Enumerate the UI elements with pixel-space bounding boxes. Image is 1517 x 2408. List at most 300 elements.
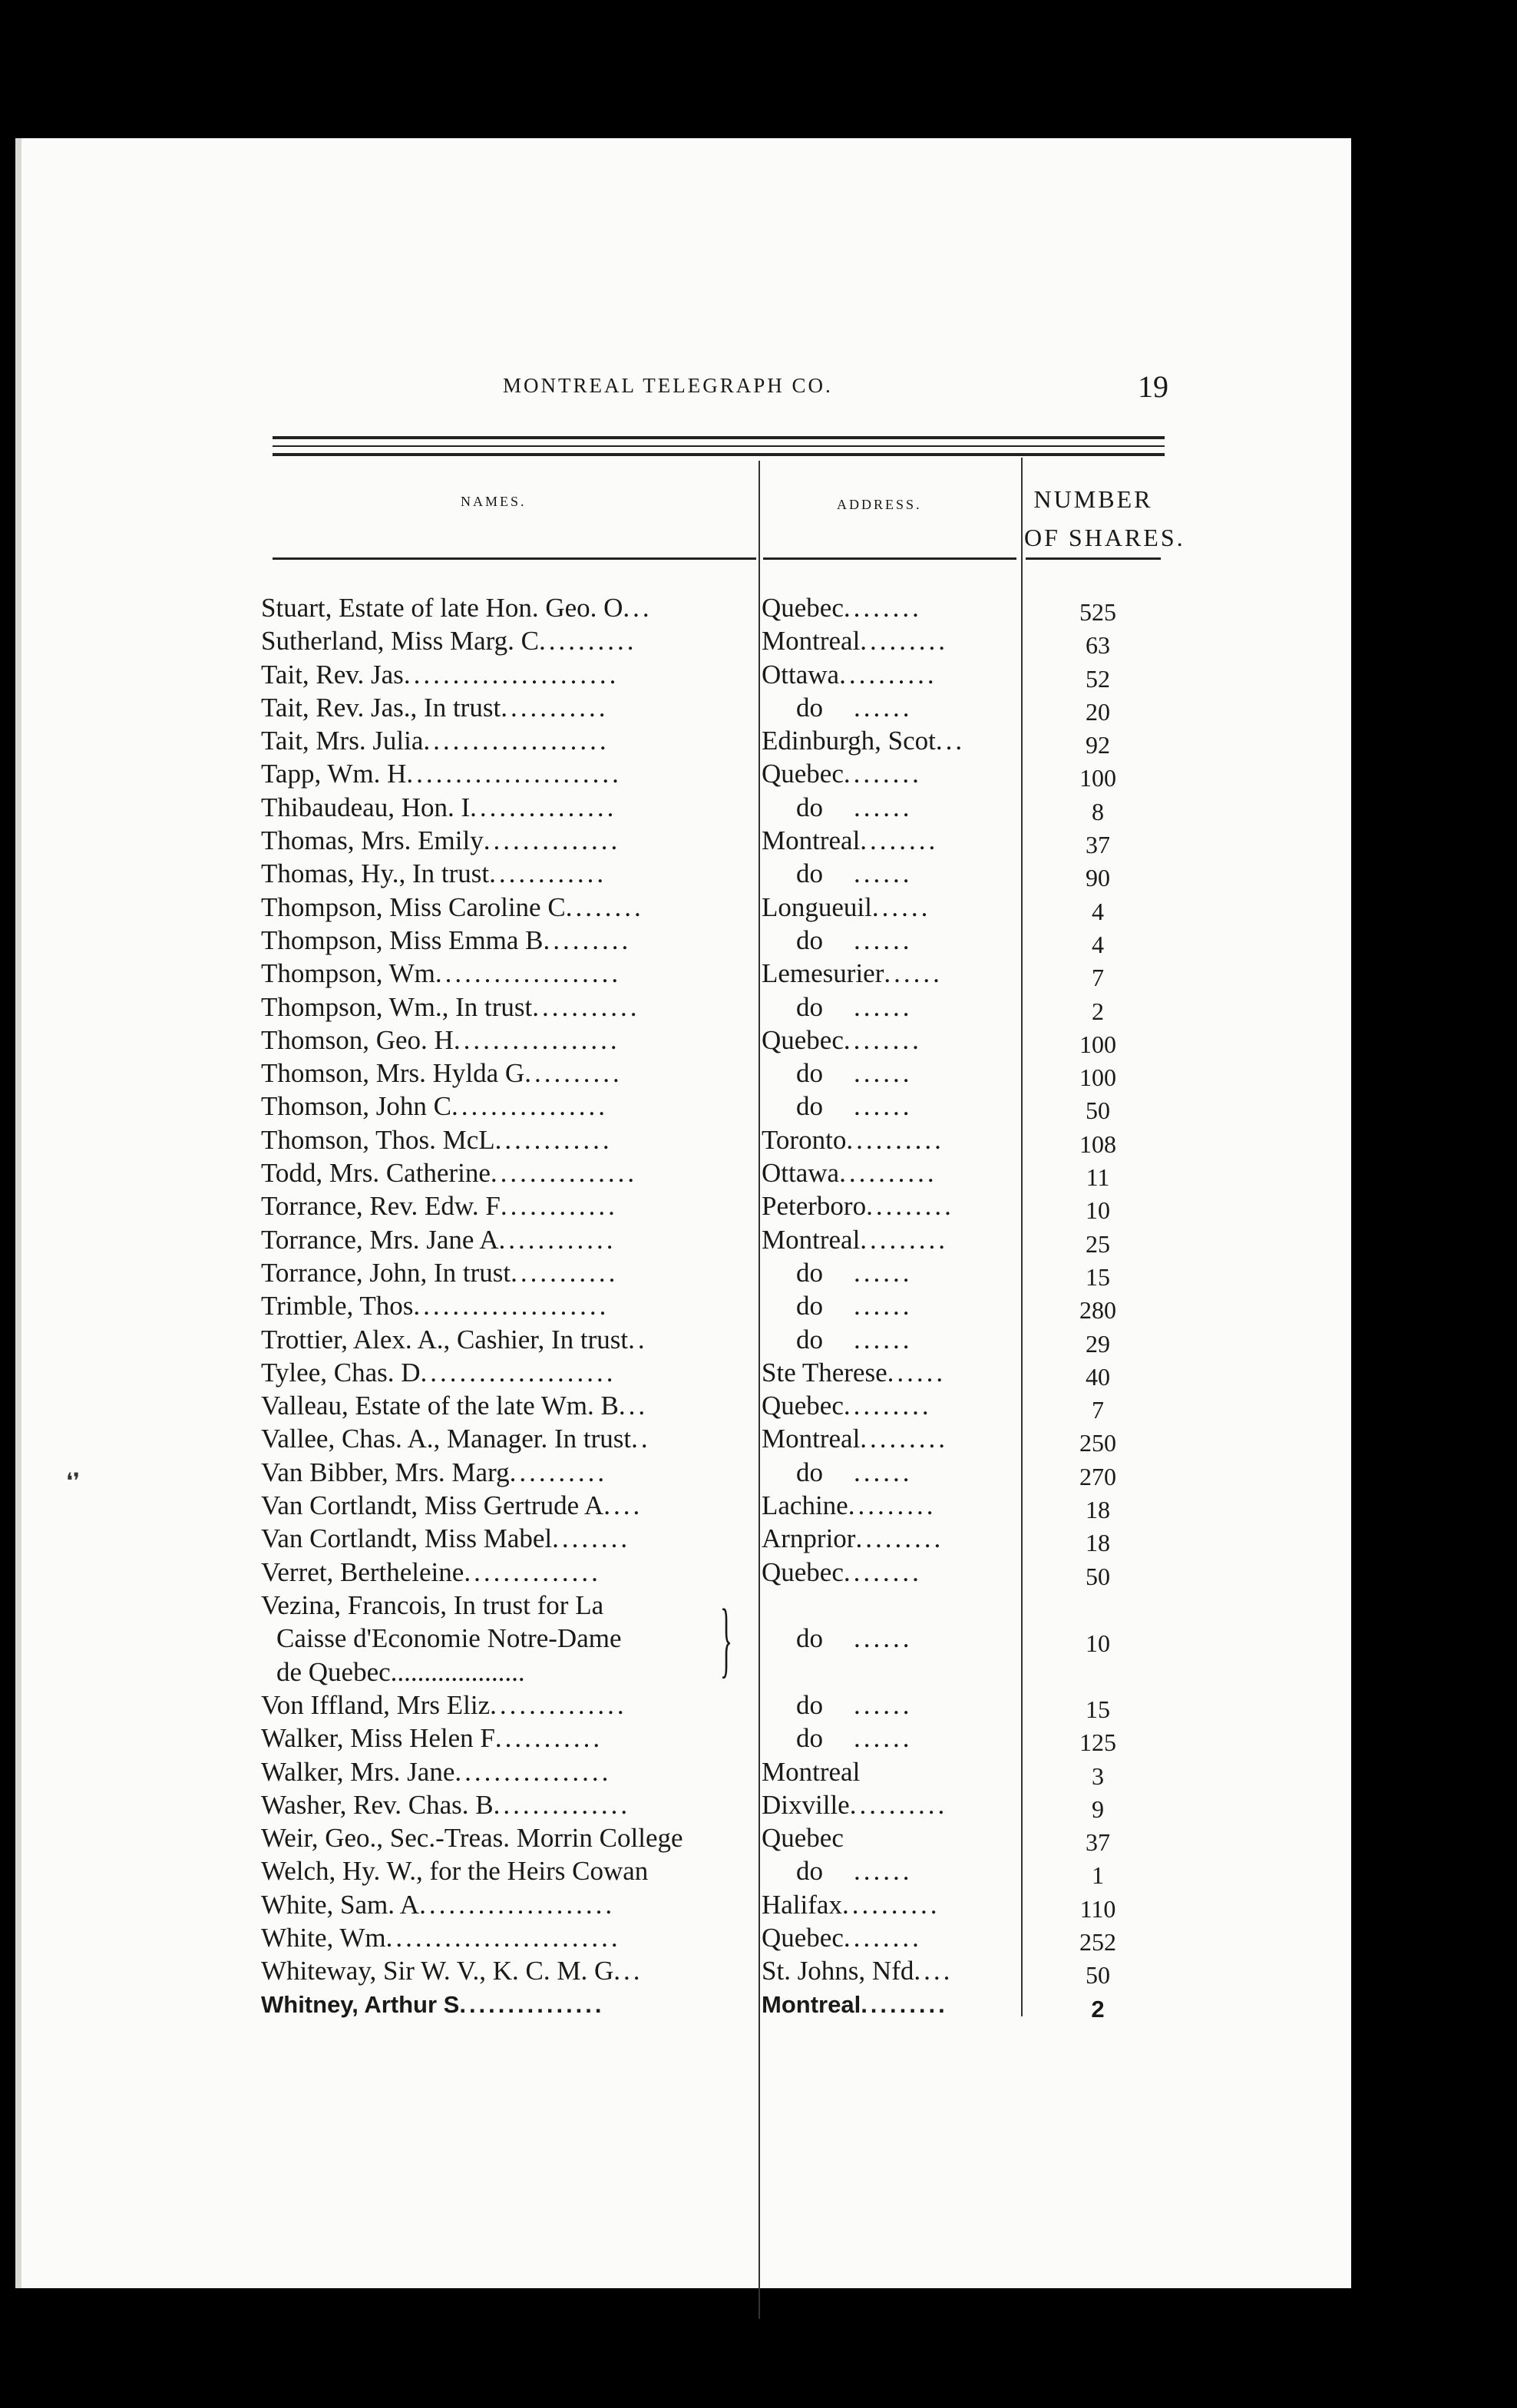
- dot-leader: ......: [854, 1856, 913, 1887]
- shareholder-address-text: Quebec: [762, 1556, 844, 1587]
- shareholder-address: [762, 1156, 1019, 1189]
- table-row: [261, 1422, 1175, 1455]
- dot-leader: ....: [603, 1490, 643, 1521]
- shareholder-name: [261, 1954, 752, 1987]
- shareholder-name: [261, 924, 752, 957]
- shareholder-address: [762, 1456, 1019, 1489]
- shareholder-address: [762, 857, 1019, 890]
- share-count: 2: [1091, 1995, 1105, 2023]
- shareholder-name: [261, 1189, 752, 1222]
- shareholder-address: [762, 1888, 1019, 1921]
- shareholder-address-text: Montreal: [762, 1424, 861, 1454]
- table-row: [261, 1323, 1175, 1356]
- shareholder-address: [762, 1289, 1019, 1322]
- dot-leader: ...: [935, 726, 966, 756]
- shareholder-address: [762, 658, 1019, 691]
- shareholder-address: [762, 624, 1019, 657]
- shareholder-name: [261, 1988, 752, 2021]
- shareholder-address: [762, 1722, 1019, 1755]
- dot-leader: ....................: [419, 1889, 616, 1920]
- shareholder-address-text: Toronto: [762, 1124, 847, 1155]
- share-count: 92: [1086, 731, 1110, 759]
- dot-leader: ......: [854, 1058, 913, 1089]
- shareholder-address-text: do: [796, 1457, 823, 1487]
- shareholder-address: [762, 691, 1019, 724]
- dot-leader: ..........: [524, 1058, 623, 1089]
- shareholder-name: [261, 1755, 752, 1788]
- dot-leader: ..............: [490, 1689, 627, 1720]
- shareholder-address: [762, 1689, 1019, 1722]
- table-row: [261, 1954, 1175, 1990]
- shareholder-name: [261, 1589, 752, 1689]
- table-row: [261, 791, 1175, 824]
- share-count: 1: [1092, 1861, 1104, 1890]
- shareholder-address-text: Ste Therese: [762, 1357, 887, 1388]
- dot-leader: ............: [489, 858, 607, 889]
- column-header-shares: [1024, 480, 1185, 557]
- shareholder-name-text: Walker, Miss Helen F: [261, 1723, 495, 1754]
- table-row: [261, 691, 1175, 724]
- dot-leader: ......................: [406, 759, 622, 789]
- shareholder-name: [261, 757, 752, 790]
- table-row: [261, 1755, 1175, 1788]
- shareholder-name-text: Valleau, Estate of the late Wm. B: [261, 1391, 619, 1421]
- dot-leader: ..........: [846, 1124, 944, 1155]
- shareholder-address-text: do: [796, 1856, 823, 1887]
- dot-leader: ..........: [539, 626, 637, 657]
- table-row: [261, 1722, 1175, 1755]
- shareholder-name-text: Todd, Mrs. Catherine: [261, 1158, 491, 1189]
- shareholder-address: [762, 1954, 1019, 1987]
- share-count: 50: [1086, 1961, 1110, 1990]
- shareholder-name-text: Walker, Mrs. Jane: [261, 1756, 455, 1787]
- share-count: 100: [1079, 1030, 1116, 1058]
- share-count: 52: [1086, 664, 1110, 693]
- table-row: [261, 1456, 1175, 1489]
- dot-leader: ...............: [470, 792, 617, 822]
- shareholder-name: [261, 724, 752, 757]
- shareholder-address-text: Quebec: [762, 1024, 844, 1055]
- dot-leader: .........: [860, 1424, 949, 1454]
- shareholder-address: [762, 1556, 1019, 1589]
- shareholder-address-text: Ottawa: [762, 1158, 840, 1189]
- shareholder-address-text: do: [796, 1689, 823, 1720]
- dot-leader: ............: [494, 1124, 613, 1155]
- shareholder-address: [762, 1988, 1019, 2021]
- shareholder-address: [762, 591, 1019, 624]
- shareholder-address-text: do: [796, 1622, 823, 1653]
- table-row: [261, 924, 1175, 957]
- table-row: [261, 1024, 1175, 1057]
- share-count: 4: [1092, 897, 1104, 925]
- share-count: 125: [1079, 1728, 1116, 1757]
- shareholder-address-text: Quebec: [762, 1922, 844, 1953]
- shareholder-address: [762, 991, 1019, 1024]
- table-row: [261, 1057, 1175, 1090]
- shareholder-name-line: Vezina, Francois, In trust for La: [261, 1589, 604, 1620]
- table-row: [261, 891, 1175, 924]
- shareholder-address-text: Montreal: [762, 1756, 861, 1787]
- table-row: [261, 724, 1175, 757]
- shareholder-address-text: Lemesurier: [762, 958, 884, 989]
- share-count: 29: [1086, 1329, 1110, 1358]
- brace-mark: }: [720, 1591, 732, 1685]
- shareholder-name-text: Sutherland, Miss Marg. C: [261, 626, 539, 657]
- table-row: [261, 1090, 1175, 1123]
- page-number: 19: [1138, 369, 1168, 404]
- shareholder-name: [261, 1788, 752, 1821]
- running-title: MONTREAL TELEGRAPH CO.: [503, 374, 833, 397]
- shareholder-name: [261, 824, 752, 857]
- share-count: 11: [1086, 1163, 1110, 1192]
- shareholder-name-text: Thomson, Mrs. Hylda G: [261, 1058, 525, 1089]
- dot-leader: ................: [454, 1756, 612, 1787]
- shareholder-address: [762, 1323, 1019, 1356]
- shareholder-name-text: Thompson, Wm., In trust: [261, 991, 533, 1022]
- dot-leader: ......: [854, 1291, 913, 1321]
- table-row: [261, 658, 1175, 691]
- shareholder-address-text: Montreal: [762, 1224, 861, 1255]
- dot-leader: .........: [866, 1191, 954, 1222]
- shareholder-address-text: Montreal: [762, 1990, 861, 2018]
- shareholder-address: [762, 891, 1019, 924]
- shareholder-name: [261, 1256, 752, 1289]
- table-row: [261, 1156, 1175, 1192]
- table-row: [261, 1821, 1175, 1857]
- dot-leader: ......: [854, 1257, 913, 1288]
- dot-leader: ...: [618, 1391, 649, 1421]
- shareholder-name: [261, 624, 752, 657]
- shareholder-name-text: Van Cortlandt, Miss Mabel: [261, 1523, 553, 1554]
- shareholder-address: [762, 1189, 1019, 1222]
- shareholder-name: [261, 1422, 752, 1455]
- share-count: 3: [1092, 1761, 1104, 1790]
- share-count: 108: [1079, 1130, 1116, 1158]
- dot-leader: ...............: [459, 1990, 605, 2018]
- dot-leader: .........: [861, 1990, 948, 2018]
- dot-leader: ...: [623, 593, 653, 623]
- shareholder-name: [261, 1389, 752, 1422]
- share-count: 7: [1092, 964, 1104, 992]
- dot-leader: .........: [855, 1523, 944, 1554]
- share-count: 15: [1086, 1262, 1110, 1291]
- shareholder-name-text: Tait, Rev. Jas., In trust: [261, 692, 501, 723]
- shareholder-address: [762, 1622, 1019, 1655]
- shareholder-name: [261, 1289, 752, 1322]
- dot-leader: ...........: [532, 991, 640, 1022]
- shareholder-address: [762, 724, 1019, 757]
- shareholder-name: [261, 857, 752, 890]
- shareholder-address-text: do: [796, 991, 823, 1022]
- shareholder-name-text: Washer, Rev. Chas. B: [261, 1789, 494, 1820]
- shareholder-name: [261, 1821, 752, 1854]
- shareholder-address-text: St. Johns, Nfd: [762, 1956, 914, 1986]
- dot-leader: ........: [843, 1922, 922, 1953]
- dot-leader: ...................: [423, 726, 610, 756]
- header-underline-address: [763, 557, 1016, 560]
- shareholder-address-text: Peterboro: [762, 1191, 867, 1222]
- shareholder-address: [762, 757, 1019, 790]
- dot-leader: ........: [565, 891, 644, 922]
- top-rule: [273, 436, 1165, 439]
- shareholder-name: [261, 1156, 752, 1189]
- shareholder-name: [261, 1057, 752, 1090]
- shareholder-name-text: Von Iffland, Mrs Eliz: [261, 1689, 491, 1720]
- share-count: 7: [1092, 1396, 1104, 1424]
- dot-leader: ..............: [464, 1556, 601, 1587]
- share-count: 100: [1079, 1063, 1116, 1092]
- dot-leader: ............: [500, 1191, 618, 1222]
- shareholder-name: [261, 1722, 752, 1755]
- dot-leader: ...: [613, 1956, 643, 1986]
- share-count: 100: [1079, 764, 1116, 792]
- shareholder-address-text: Halifax: [762, 1889, 842, 1920]
- dot-leader: ......: [854, 1324, 913, 1354]
- shareholder-address: [762, 1356, 1019, 1389]
- dot-leader: ......: [854, 1689, 913, 1720]
- header-underline-shares: [1026, 557, 1161, 560]
- table-row: [261, 857, 1175, 890]
- shareholder-name: [261, 1223, 752, 1256]
- dot-leader: .................: [453, 1024, 620, 1055]
- shareholder-name: [261, 957, 752, 990]
- dot-leader: ......: [854, 1723, 913, 1754]
- shareholder-name-text: Vallee, Chas. A., Manager. In trust: [261, 1424, 632, 1454]
- shareholder-name: [261, 1456, 752, 1489]
- column-header-names: NAMES.: [461, 494, 527, 509]
- table-row: [261, 1389, 1175, 1422]
- table-row: [261, 1854, 1175, 1890]
- shareholder-name-text: Weir, Geo., Sec.-Treas. Morrin College: [261, 1823, 683, 1854]
- share-count: 50: [1086, 1096, 1110, 1125]
- shareholder-address-text: do: [796, 1324, 823, 1354]
- shareholder-name: [261, 591, 752, 624]
- shareholder-name: [261, 1356, 752, 1389]
- dot-leader: ...........: [511, 1257, 619, 1288]
- shareholder-name: [261, 991, 752, 1024]
- dot-leader: .........: [843, 1391, 932, 1421]
- table-row: [261, 1589, 1175, 1689]
- shareholder-name-text: Thomson, Geo. H: [261, 1024, 454, 1055]
- table-row: [261, 1921, 1175, 1954]
- shareholder-address-text: do: [796, 1091, 823, 1122]
- shareholder-name-text: Thompson, Miss Caroline C: [261, 891, 566, 922]
- shareholder-name: [261, 791, 752, 824]
- shareholder-name: [261, 658, 752, 691]
- page-edge: [15, 138, 21, 2288]
- share-count: 110: [1079, 1894, 1116, 1923]
- shareholder-address-text: do: [796, 1257, 823, 1288]
- shareholder-address-text: Dixville: [762, 1789, 850, 1820]
- table-row: [261, 1289, 1175, 1325]
- shareholder-name-line: de Quebec....................: [276, 1656, 525, 1687]
- shareholder-address-text: Lachine: [762, 1490, 848, 1521]
- dot-leader: .........: [860, 626, 949, 657]
- shareholder-address-text: Edinburgh, Scot: [762, 726, 936, 756]
- dot-leader: .........: [848, 1490, 937, 1521]
- table-row: [261, 957, 1175, 990]
- shareholder-name-text: Torrance, John, In trust: [261, 1257, 511, 1288]
- dot-leader: ......: [854, 792, 913, 822]
- table-row: [261, 1988, 1175, 2021]
- table-row: [261, 591, 1175, 624]
- share-count: 525: [1079, 598, 1116, 626]
- shareholder-address-text: Quebec: [762, 1391, 844, 1421]
- dot-leader: ......: [854, 1091, 913, 1122]
- share-count: 10: [1086, 1196, 1110, 1225]
- dot-leader: ........: [860, 825, 939, 856]
- shareholder-address: [762, 957, 1019, 990]
- shareholder-name-text: Thomson, Thos. McL: [261, 1124, 495, 1155]
- shareholder-address: [762, 1057, 1019, 1090]
- table-row: [261, 1223, 1175, 1256]
- shareholder-address-text: do: [796, 925, 823, 955]
- shareholder-address: [762, 1024, 1019, 1057]
- shareholder-name: [261, 1888, 752, 1921]
- dot-leader: ................: [451, 1091, 608, 1122]
- dot-leader: ..........: [839, 1158, 937, 1189]
- shareholder-address-text: do: [796, 692, 823, 723]
- share-count: 40: [1086, 1362, 1110, 1391]
- share-count: 37: [1086, 831, 1110, 859]
- share-count: 15: [1086, 1695, 1110, 1723]
- dot-leader: ........................: [385, 1922, 621, 1953]
- share-count: 8: [1092, 797, 1104, 825]
- dot-leader: ..........: [841, 1889, 940, 1920]
- shareholder-address-text: do: [796, 1058, 823, 1089]
- table-row: [261, 624, 1175, 660]
- shareholder-name-text: Tait, Mrs. Julia: [261, 726, 424, 756]
- shareholder-address: [762, 1422, 1019, 1455]
- table-row: [261, 1556, 1175, 1589]
- share-count: 90: [1086, 864, 1110, 892]
- dot-leader: ...........: [501, 692, 609, 723]
- share-count: 270: [1079, 1462, 1116, 1490]
- share-count: 25: [1086, 1229, 1110, 1258]
- shareholder-name: [261, 1522, 752, 1555]
- shareholder-name-line: Caisse d'Economie Notre-Dame: [276, 1623, 622, 1654]
- shareholder-name: [261, 1024, 752, 1057]
- dot-leader: ...........: [494, 1723, 603, 1754]
- dot-leader: ...............: [490, 1158, 638, 1189]
- dot-leader: ..........: [839, 659, 937, 690]
- shareholder-address: [762, 1854, 1019, 1887]
- dot-leader: ........: [843, 759, 922, 789]
- share-count: 9: [1092, 1794, 1104, 1823]
- table-row: [261, 1689, 1175, 1722]
- header-underline-names: [273, 557, 756, 560]
- dot-leader: ..: [631, 1424, 651, 1454]
- shareholder-name-text: Thomas, Mrs. Emily: [261, 825, 484, 856]
- shareholder-name-text: Van Bibber, Mrs. Marg: [261, 1457, 510, 1487]
- share-count: 252: [1079, 1927, 1116, 1956]
- shareholder-name-text: Whiteway, Sir W. V., K. C. M. G: [261, 1956, 614, 1986]
- dot-leader: ....: [914, 1956, 953, 1986]
- shareholder-address-text: do: [796, 1291, 823, 1321]
- dot-leader: ..............: [483, 825, 621, 856]
- share-count: 63: [1086, 631, 1110, 660]
- shareholder-address-text: do: [796, 792, 823, 822]
- shareholder-address: [762, 791, 1019, 824]
- top-rule-lower: [273, 453, 1165, 456]
- shareholder-name: [261, 691, 752, 724]
- dot-leader: ............: [498, 1224, 616, 1255]
- shareholder-name-text: Tylee, Chas. D: [261, 1357, 421, 1388]
- shareholder-name-text: Stuart, Estate of late Hon. Geo. O: [261, 593, 623, 623]
- shareholder-address: [762, 1389, 1019, 1422]
- shareholder-name-text: Thibaudeau, Hon. I: [261, 792, 471, 822]
- shareholder-name: [261, 1123, 752, 1156]
- dot-leader: ........: [552, 1523, 631, 1554]
- table-row: [261, 824, 1175, 857]
- shareholder-name-text: Thomas, Hy., In trust: [261, 858, 490, 889]
- shareholder-name-text: Torrance, Mrs. Jane A: [261, 1224, 499, 1255]
- shareholder-name-text: Thompson, Miss Emma B: [261, 925, 544, 955]
- shareholder-address: [762, 1256, 1019, 1289]
- shareholder-address-text: do: [796, 858, 823, 889]
- shareholder-name-text: Welch, Hy. W., for the Heirs Cowan: [261, 1856, 649, 1887]
- share-count: 37: [1086, 1828, 1110, 1857]
- shareholder-address: [762, 824, 1019, 857]
- table-row: [261, 1356, 1175, 1389]
- dot-leader: ......................: [403, 659, 620, 690]
- shareholder-address: [762, 1522, 1019, 1555]
- shareholder-address: [762, 1821, 1019, 1854]
- dot-leader: ......: [854, 991, 913, 1022]
- shareholder-list: [261, 591, 1175, 2021]
- dot-leader: ..: [628, 1324, 648, 1354]
- dot-leader: ..............: [493, 1789, 631, 1820]
- table-row: [261, 1256, 1175, 1289]
- shareholder-name: [261, 1323, 752, 1356]
- shareholder-name-text: Trimble, Thos: [261, 1291, 414, 1321]
- shareholder-address: [762, 1788, 1019, 1821]
- shareholder-name: [261, 1489, 752, 1522]
- shareholder-address-text: do: [796, 1723, 823, 1754]
- shareholder-address: [762, 1123, 1019, 1156]
- share-count: 4: [1092, 930, 1104, 958]
- shareholder-name: [261, 1090, 752, 1123]
- shareholder-name-text: White, Wm: [261, 1922, 386, 1953]
- shareholder-address-text: Ottawa: [762, 659, 840, 690]
- shareholder-name-text: Torrance, Rev. Edw. F: [261, 1191, 501, 1222]
- shareholder-name: [261, 1921, 752, 1954]
- dot-leader: ........: [843, 1024, 922, 1055]
- shareholder-name-text: Verret, Bertheleine: [261, 1556, 464, 1587]
- dot-leader: ......: [884, 958, 943, 989]
- shareholder-address-text: Longueuil: [762, 891, 872, 922]
- column-header-shares-line2: OF SHARES.: [1024, 524, 1185, 551]
- shareholder-address-text: Quebec: [762, 759, 844, 789]
- shareholder-name: [261, 1854, 752, 1887]
- shareholder-name-text: White, Sam. A: [261, 1889, 420, 1920]
- share-count: 50: [1086, 1562, 1110, 1590]
- shareholder-address: [762, 1755, 1019, 1788]
- dot-leader: ....................: [413, 1291, 610, 1321]
- shareholder-name-text: Tapp, Wm. H: [261, 759, 407, 789]
- shareholder-name-text: Thomson, John C: [261, 1091, 451, 1122]
- shareholder-address: [762, 1223, 1019, 1256]
- dot-leader: ....................: [420, 1357, 616, 1388]
- shareholder-address: [762, 1090, 1019, 1123]
- table-row: [261, 1888, 1175, 1921]
- shareholder-name-text: Tait, Rev. Jas: [261, 659, 404, 690]
- dot-leader: .........: [860, 1224, 949, 1255]
- shareholder-name-text: Van Cortlandt, Miss Gertrude A: [261, 1490, 604, 1521]
- shareholder-name: [261, 891, 752, 924]
- dot-leader: ........: [843, 1556, 922, 1587]
- dot-leader: ......: [871, 891, 931, 922]
